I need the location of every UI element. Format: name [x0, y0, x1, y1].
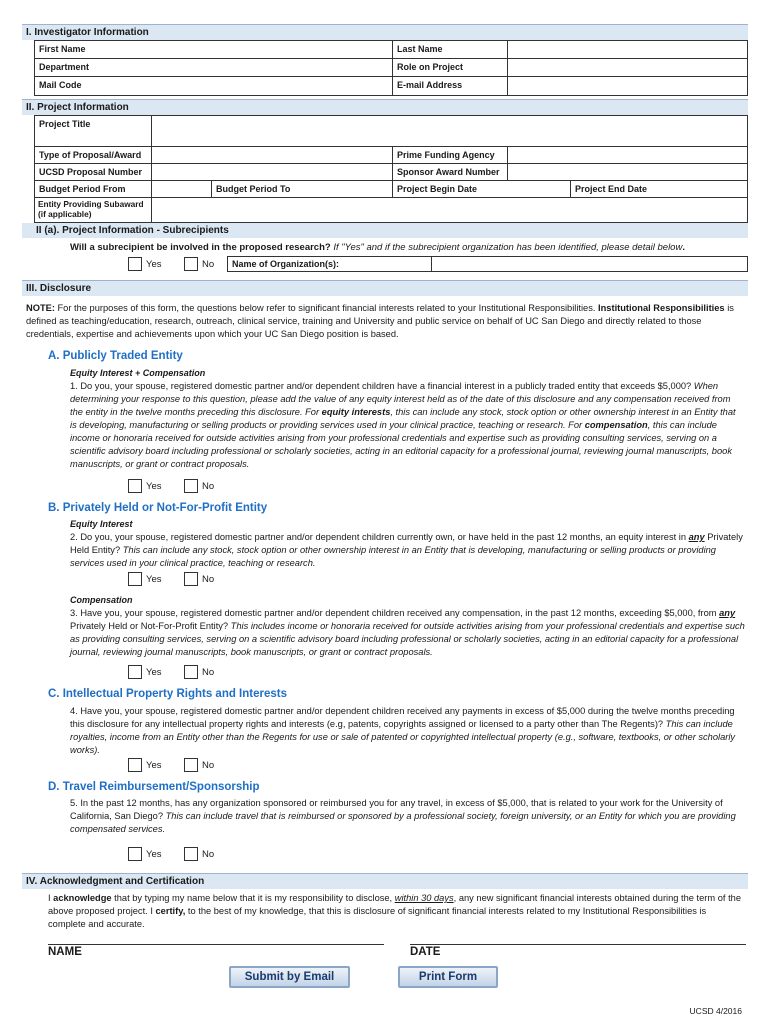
q1-no-label: No [202, 480, 215, 492]
ack-text-4: to the best of my knowledge, that this is disclosure of significant financial interests related to my Institutional Responsibilities is complete and accurate. [48, 906, 707, 929]
ack-text-1: I [48, 893, 54, 903]
project-title-field[interactable] [152, 116, 747, 146]
q2-yes-option[interactable] [128, 572, 162, 586]
subrecipient-yes-checkbox[interactable] [128, 257, 142, 271]
q3-no-label: No [202, 666, 215, 678]
note-text-2: is defined as teaching/education, research, outreach, clinical service, training and University and public service on behalf of UC San Diego and directly related to those credentials, expertise and achievements upon which your UC San Diego position is based. [26, 303, 734, 339]
begin-date-label: Project Begin Date [393, 181, 571, 197]
question-3-end: Privately Held or Not-For-Profit Entity? [70, 621, 229, 631]
q3-yes-checkbox[interactable] [128, 665, 142, 679]
investigator-grid [34, 40, 748, 96]
q2-no-checkbox[interactable] [184, 572, 198, 586]
project-grid [34, 115, 748, 223]
subrecipient-no-label: No [202, 258, 215, 270]
organization-field[interactable] [432, 257, 747, 271]
subrecipient-question-end: . [682, 242, 685, 253]
question-4-text: 4. Have you, your spouse, registered domestic partner and/or dependent children received any payments in excess of $5,000 during the twelve months preceding this disclosure for any intellectual property rights and interests (e.g, patents, copyrights assigned or licensed to a party other than The Regents)? [70, 706, 735, 729]
subrecipient-yes-option[interactable] [128, 257, 162, 271]
question-4-italic: This can include royalties, income from an Entity other than the Regents for use or sale of patented or copyrighted intellectual property (e.g., software, textbooks, or other scholarly works). [70, 719, 736, 755]
section-a-subtitle: Equity Interest + Compensation [70, 368, 206, 378]
q5-no-label: No [202, 848, 215, 860]
question-3 [70, 607, 746, 659]
budget-from-label: Budget Period From [35, 181, 152, 197]
ucsd-proposal-field[interactable] [152, 164, 393, 180]
question-1-italic-1: When determining your response to this question, please add the value of any equity interest held as of the date of this disclosure and any compensation received from the entity in the twelve months preceding this disclosure. For [70, 381, 731, 417]
question-5-text: 5. In the past 12 months, has any organization sponsored or reimbursed you for any travel, in excess of $5,000, that is related to your work for the University of California, San Diego? [70, 798, 723, 821]
question-3-any: any [719, 608, 736, 618]
first-name-label: First Name [35, 41, 393, 58]
prime-agency-field[interactable] [508, 147, 747, 163]
proposal-type-field[interactable] [152, 147, 393, 163]
last-name-field[interactable] [508, 41, 747, 58]
q1-no-checkbox[interactable] [184, 479, 198, 493]
organization-label: Name of Organization(s): [228, 257, 432, 271]
project-title-label: Project Title [35, 116, 152, 146]
q4-no-option[interactable] [184, 758, 214, 772]
email-label: E-mail Address [393, 77, 508, 95]
ack-bold-2: certify, [155, 906, 186, 916]
budget-from-field[interactable] [152, 181, 212, 197]
email-field[interactable] [508, 77, 747, 95]
section-d-title: D. Travel Reimbursement/Sponsorship [48, 781, 260, 793]
q3-yes-label: Yes [146, 666, 162, 678]
q5-no-option[interactable] [184, 847, 214, 861]
q4-yes-option[interactable] [128, 758, 162, 772]
section-acknowledgment: IV. Acknowledgment and Certification [22, 873, 748, 889]
section-subrecipients: II (a). Project Information - Subrecipients [22, 223, 748, 238]
print-form-button[interactable]: Print Form [398, 966, 498, 988]
question-5-italic: This can include travel that is reimbursed or sponsored by a professional society, foreign university, or an Entity for which you are providing compensated services. [70, 811, 736, 834]
name-signature-line [48, 944, 384, 945]
sponsor-award-field[interactable] [508, 164, 747, 180]
disclosure-note [26, 302, 742, 341]
subrecipient-no-checkbox[interactable] [184, 257, 198, 271]
question-2-text: 2. Do you, your spouse, registered domestic partner and/or dependent children currently own, or have held in the past 12 months, an equity interest in [70, 532, 689, 542]
note-label: NOTE: [26, 303, 55, 313]
q5-yes-label: Yes [146, 848, 162, 860]
date-label: DATE [410, 946, 441, 958]
entity-subaward-label: Entity Providing Subaward (if applicable) [35, 198, 152, 222]
q4-no-checkbox[interactable] [184, 758, 198, 772]
q3-no-checkbox[interactable] [184, 665, 198, 679]
q1-yes-option[interactable] [128, 479, 162, 493]
question-2-any: any [688, 532, 705, 542]
question-1-italic-3: , this can include income or honoraria received for outside activities arising from your professional credentials and expertise such as providing consulting services, serving on a scientific advisory board including professional or scholarly societies, acting in an editorial capacity for a professional journal, reviewing journal manuscripts, book manuscripts, or grant or contract proposals. [70, 420, 732, 469]
question-1-italic-2: , this can include any stock, stock option or other ownership interest in an Entity that is developing, manufacturing or selling products or providing services used in your clinical practice, teaching or research. For [70, 407, 736, 430]
q4-no-label: No [202, 759, 215, 771]
question-2-italic: This can include any stock, stock option or other ownership interest in an Entity that is developing, manufacturing or selling products or providing services used in your clinical practice, teaching or research. [70, 545, 716, 568]
question-2-end: Privately Held Entity? [70, 532, 743, 555]
ucsd-proposal-label: UCSD Proposal Number [35, 164, 152, 180]
q5-yes-checkbox[interactable] [128, 847, 142, 861]
subrecipient-question-bold: Will a subrecipient be involved in the proposed research? [70, 242, 331, 253]
ack-text-2: that by typing my name below that it is my responsibility to disclose, [111, 893, 395, 903]
q2-no-option[interactable] [184, 572, 214, 586]
section-b-subtitle-2: Compensation [70, 595, 133, 605]
q5-yes-option[interactable] [128, 847, 162, 861]
name-label: NAME [48, 946, 82, 958]
last-name-label: Last Name [393, 41, 508, 58]
subrecipient-yes-label: Yes [146, 258, 162, 270]
question-1-bold-2: compensation [584, 420, 648, 430]
section-b-title: B. Privately Held or Not-For-Profit Entity [48, 502, 268, 514]
note-text-1: For the purposes of this form, the questions below refer to significant financial interests related to your Institutional Responsibilities. [54, 303, 599, 313]
section-a-title: A. Publicly Traded Entity [48, 350, 183, 362]
ack-underline: within 30 days [394, 893, 454, 903]
question-1-bold-1: equity interests [321, 407, 391, 417]
prime-agency-label: Prime Funding Agency [393, 147, 508, 163]
section-disclosure: III. Disclosure [22, 280, 748, 296]
subrecipient-question-italic: If "Yes" and if the subrecipient organization has been identified, please detail below [330, 242, 683, 253]
q4-yes-checkbox[interactable] [128, 758, 142, 772]
q3-no-option[interactable] [184, 665, 214, 679]
department-label: Department [35, 59, 393, 76]
date-signature-line [410, 944, 746, 945]
question-1 [70, 380, 740, 471]
budget-to-label: Budget Period To [212, 181, 393, 197]
role-field[interactable] [508, 59, 747, 76]
entity-subaward-field[interactable] [152, 198, 747, 222]
q5-no-checkbox[interactable] [184, 847, 198, 861]
ack-text-3: , any new significant financial interests obtained during the term of the above proposed project. I [48, 893, 741, 916]
q1-no-option[interactable] [184, 479, 214, 493]
q1-yes-label: Yes [146, 480, 162, 492]
subrecipient-no-option[interactable] [184, 257, 214, 271]
q2-no-label: No [202, 573, 215, 585]
submit-by-email-button[interactable]: Submit by Email [229, 966, 350, 988]
q2-yes-checkbox[interactable] [128, 572, 142, 586]
q2-yes-label: Yes [146, 573, 162, 585]
q4-yes-label: Yes [146, 759, 162, 771]
section-c-title: C. Intellectual Property Rights and Interests [48, 688, 287, 700]
q1-yes-checkbox[interactable] [128, 479, 142, 493]
note-bold: Institutional Responsibilities [598, 303, 725, 313]
section-investigator: I. Investigator Information [22, 24, 748, 40]
question-3-text: 3. Have you, your spouse, registered domestic partner and/or dependent children received any compensation, in the past 12 months, exceeding $5,000, from [70, 608, 720, 618]
question-4 [70, 705, 736, 757]
ack-bold-1: acknowledge [53, 893, 112, 903]
role-label: Role on Project [393, 59, 508, 76]
sponsor-award-label: Sponsor Award Number [393, 164, 508, 180]
organization-row [227, 256, 748, 272]
form-version: UCSD 4/2016 [689, 1006, 742, 1016]
section-b-subtitle-1: Equity Interest [70, 519, 133, 529]
subrecipient-question [70, 241, 685, 254]
acknowledgment-text [48, 892, 744, 931]
section-project: II. Project Information [22, 99, 748, 115]
question-3-italic: This includes income or honoraria received for outside activities arising from your professional credentials and expertise such as providing consulting services, serving on a scientific advisory board including professional or scholarly societies, acting in an editorial capacity for a professional journal, reviewing journal manuscripts, book manuscripts, or grant or contract proposals. [70, 621, 745, 657]
q3-yes-option[interactable] [128, 665, 162, 679]
mail-code-label: Mail Code [35, 77, 393, 95]
proposal-type-label: Type of Proposal/Award [35, 147, 152, 163]
question-1-text: 1. Do you, your spouse, registered domestic partner and/or dependent children have a financial interest in a publicly traded entity that exceeds $5,000? [70, 381, 692, 391]
end-date-label: Project End Date [571, 181, 747, 197]
question-2 [70, 531, 746, 570]
question-5 [70, 797, 740, 836]
